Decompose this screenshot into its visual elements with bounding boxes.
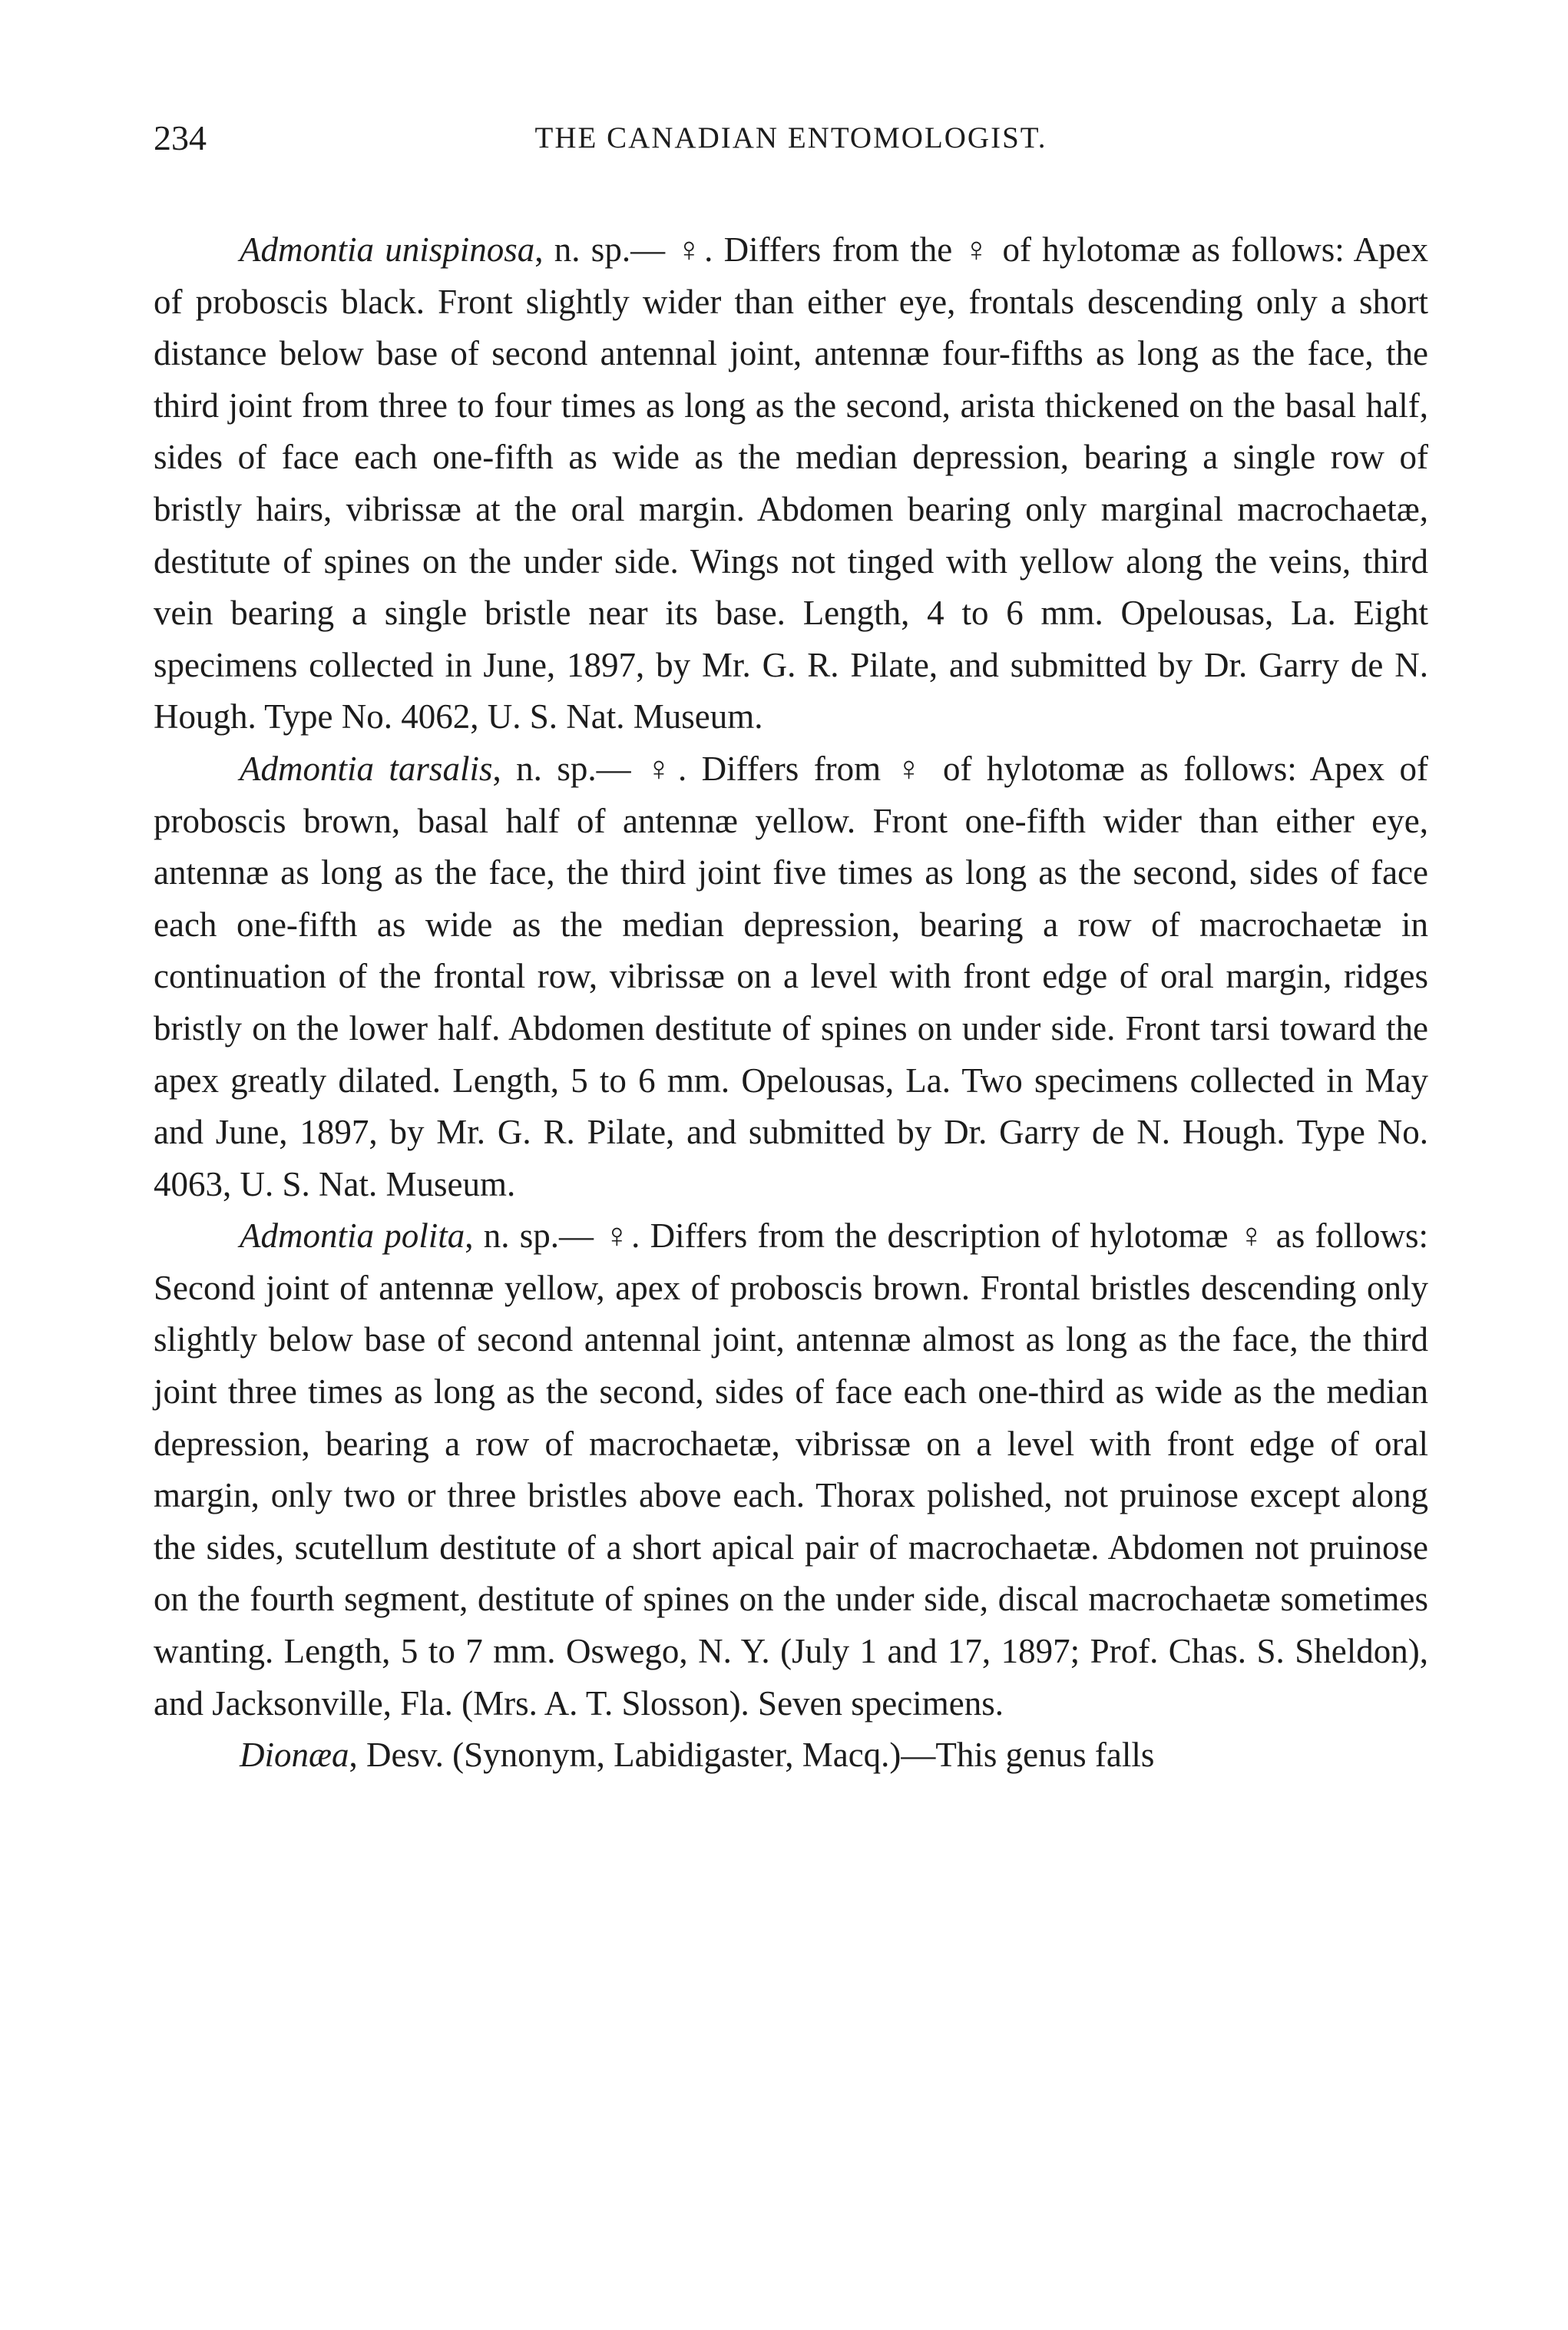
genus-author: Desv. [366,1736,444,1775]
species-description: Differs from the description of hylotomæ ♀ as follows: Second joint of antennæ yellow, apex of proboscis brown. Frontal bristles descending only slightly below base of second antennal joint, antennæ almost as long as the face, the third joint three times as long as the second, sides of face each one-third as wide as the median depression, bearing a row of macrochaetæ, vibrissæ on a level with front edge of oral margin, only two or three bristles above each. Thorax polished, not pruinose except along the sides, scutellum destitute of a short apical pair of macrochaetæ. Abdomen not pruinose on the fourth segment, destitute of spines on the under side, discal macrochaetæ sometimes wanting. Length, 5 to 7 mm. Oswego, N. Y. (July 1 and 17, 1897; Prof. Chas. S. Sheldon), and Jacksonville, Fla. (Mrs. A. T. Slosson). Seven specimens. [154,1216,1429,1723]
species-description: Differs from the ♀ of hylotomæ as follows: Apex of proboscis black. Front slightly wider than either eye, frontals descending only a short distance below base of second antennal joint, antennæ four-fifths as long as the face, the third joint from three to four times as long as the second, arista thickened on the basal half, sides of face each one-fifth as wide as the median depression, bearing a single row of bristly hairs, vibrissæ at the oral margin. Abdomen bearing only marginal macrochaetæ, destitute of spines on the under side. Wings not tinged with yellow along the veins, third vein bearing a single bristle near its base. Length, 4 to 6 mm. Opelousas, La. Eight specimens collected in June, 1897, by Mr. G. R. Pilate, and submitted by Dr. Garry de N. Hough. Type No. 4062, U. S. Nat. Museum. [154,230,1429,736]
species-entry: Admontia tarsalis, n. sp.— ♀. Differs from ♀ of hylotomæ as follows: Apex of proboscis brown, basal half of antennæ yellow. Front one-fifth wider than either eye, antennæ as long as the face, the third joint five times as long as the second, sides of face each one-fifth as wide as the median depression, bearing a row of macrochaetæ in continuation of the frontal row, vibrissæ on a level with front edge of oral margin, ridges bristly on the lower half. Abdomen destitute of spines on under side. Front tarsi toward the apex greatly dilated. Length, 5 to 6 mm. Opelousas, La. Two specimens collected in May and June, 1897, by Mr. G. R. Pilate, and submitted by Dr. Garry de N. Hough. Type No. 4063, U. S. Nat. Museum. [154,749,1429,1203]
species-description: Differs from ♀ of hylotomæ as follows: Apex of proboscis brown, basal half of antennæ yellow. Front one-fifth wider than either eye, antennæ as long as the face, the third joint five times as long as the second, sides of face each one-fifth as wide as the median depression, bearing a row of macrochaetæ in continuation of the frontal row, vibrissæ on a level with front edge of oral margin, ridges bristly on the lower half. Abdomen destitute of spines on under side. Front tarsi toward the apex greatly dilated. Length, 5 to 6 mm. Opelousas, La. Two specimens collected in May and June, 1897, by Mr. G. R. Pilate, and submitted by Dr. Garry de N. Hough. Type No. 4063, U. S. Nat. Museum. [154,749,1429,1203]
running-title: THE CANADIAN ENTOMOLOGIST. [534,121,1047,154]
genus-name: Dionæa [240,1736,349,1775]
genus-description: (Synonym, Labidigaster, Macq.)—This genus falls [452,1736,1155,1775]
species-name: Admontia tarsalis [240,749,493,788]
genus-entry: Dionæa, Desv. (Synonym, Labidigaster, Macq.)—This genus falls [240,1736,1155,1775]
species-designation: n. sp.— ♀. [483,1216,640,1256]
species-designation: n. sp.— ♀. [554,230,713,269]
species-designation: n. sp.— ♀. [516,749,687,788]
page-number: 234 [154,118,207,157]
body-text [154,224,1428,1782]
page-header [154,115,1428,161]
species-entry: Admontia polita, n. sp.— ♀. Differs from the description of hylotomæ ♀ as follows: Second joint of antennæ yellow, apex of proboscis brown. Frontal bristles descending only slightly below base of second antennal joint, antennæ almost as long as the face, the third joint three times as long as the second, sides of face each one-third as wide as the median depression, bearing a row of macrochaetæ, vibrissæ on a level with front edge of oral margin, only two or three bristles above each. Thorax polished, not pruinose except along the sides, scutellum destitute of a short apical pair of macrochaetæ. Abdomen not pruinose on the fourth segment, destitute of spines on the under side, discal macrochaetæ sometimes wanting. Length, 5 to 7 mm. Oswego, N. Y. (July 1 and 17, 1897; Prof. Chas. S. Sheldon), and Jacksonville, Fla. (Mrs. A. T. Slosson). Seven specimens. [154,1216,1429,1723]
species-name: Admontia polita [240,1216,465,1256]
species-name: Admontia unispinosa [240,230,535,269]
species-entry: Admontia unispinosa, n. sp.— ♀. Differs from the ♀ of hylotomæ as follows: Apex of proboscis black. Front slightly wider than either eye, frontals descending only a short distance below base of second antennal joint, antennæ four-fifths as long as the face, the third joint from three to four times as long as the second, arista thickened on the basal half, sides of face each one-fifth as wide as the median depression, bearing a single row of bristly hairs, vibrissæ at the oral margin. Abdomen bearing only marginal macrochaetæ, destitute of spines on the under side. Wings not tinged with yellow along the veins, third vein bearing a single bristle near its base. Length, 4 to 6 mm. Opelousas, La. Eight specimens collected in June, 1897, by Mr. G. R. Pilate, and submitted by Dr. Garry de N. Hough. Type No. 4062, U. S. Nat. Museum. [154,230,1429,736]
